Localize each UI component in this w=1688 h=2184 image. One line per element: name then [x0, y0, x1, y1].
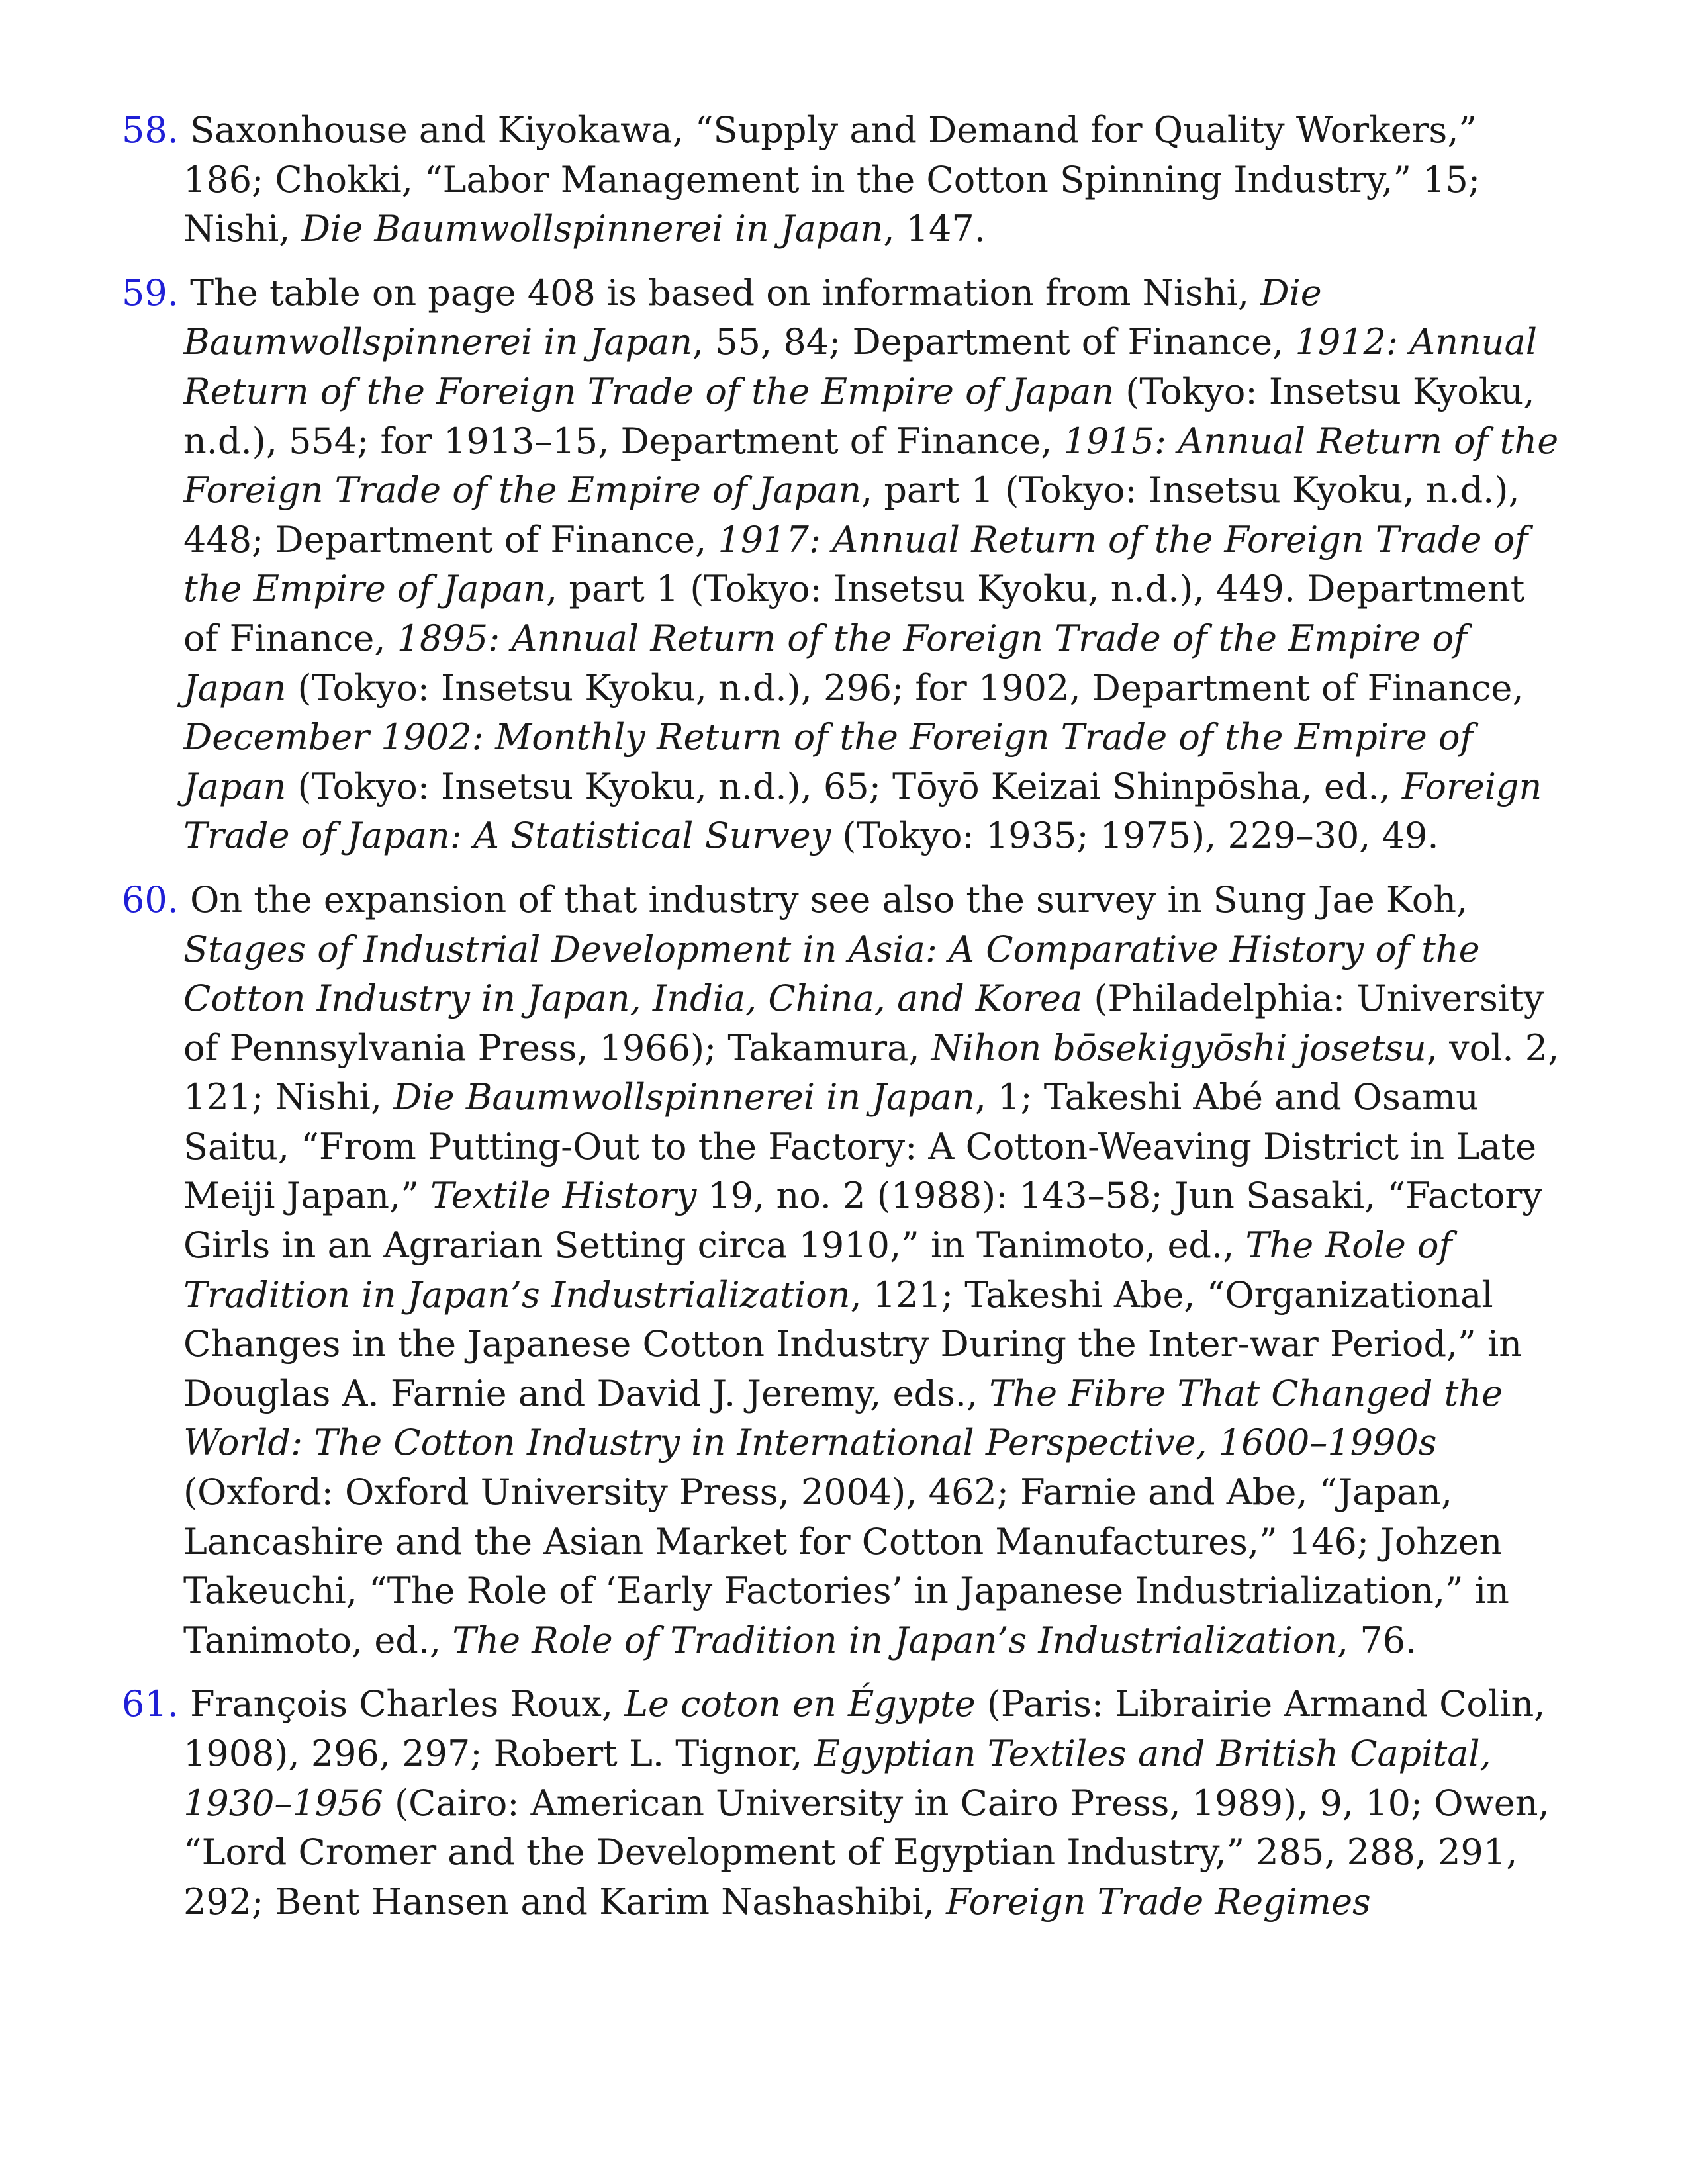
- endnote-title-italic: The Role of Tradition in Japan’s Industrialization: [183, 1224, 1452, 1316]
- endnote-text: , part 1 (Tokyo: Insetsu Kyoku, n.d.), 449. Department of Finance,: [183, 568, 1525, 659]
- endnote-text: , vol. 2, 121; Nishi,: [183, 1026, 1560, 1118]
- endnote-title-italic: The Role of Tradition in Japan’s Industrialization: [452, 1619, 1338, 1661]
- endnote-number-link[interactable]: 58.: [122, 109, 179, 151]
- endnote-title-italic: 1912: Annual Return of the Foreign Trade of the Empire of Japan: [183, 321, 1538, 412]
- endnote-text: , 121; Takeshi Abe, “Organizational Changes in the Japanese Cotton Industry During the Inter-war Period,” in Douglas A. Farnie and David J. Jeremy, eds.,: [183, 1273, 1522, 1414]
- endnote-text: Saxonhouse and Kiyokawa, “Supply and Demand for Quality Workers,” 186; Chokki, “Labor Management in the Cotton Spinning Industry,” 15; Nishi,: [183, 109, 1481, 250]
- endnote-title-italic: Le coton en Égypte: [624, 1683, 976, 1725]
- endnote: [122, 1680, 1565, 1927]
- endnote-title-italic: Die Baumwollspinnerei in Japan: [393, 1076, 975, 1118]
- endnote: [122, 876, 1565, 1666]
- endnote-text: (Philadelphia: University of Pennsylvania Press, 1966); Takamura,: [183, 978, 1544, 1069]
- endnote-title-italic: 1915: Annual Return of the Foreign Trade of the Empire of Japan: [183, 420, 1559, 512]
- endnote: [122, 269, 1565, 861]
- endnote-title-italic: Egyptian Textiles and British Capital, 1930–1956: [183, 1733, 1491, 1824]
- endnote-title-italic: December 1902: Monthly Return of the Foreign Trade of the Empire of Japan: [183, 716, 1474, 807]
- endnote-text: , 76.: [1337, 1619, 1417, 1661]
- endnote-number-link[interactable]: 60.: [122, 878, 179, 921]
- endnote-number-link[interactable]: 59.: [122, 271, 179, 314]
- endnotes-list: [122, 106, 1565, 1941]
- endnote-text: , 1; Takeshi Abé and Osamu Saitu, “From Putting-Out to the Factory: A Cotton-Weaving District in Late Meiji Japan,”: [183, 1076, 1537, 1217]
- endnote-title-italic: 1917: Annual Return of the Foreign Trade of the Empire of Japan: [183, 518, 1528, 610]
- endnote-text: (Tokyo: Insetsu Kyoku, n.d.), 296; for 1902, Department of Finance,: [286, 666, 1524, 709]
- endnote-text: (Tokyo: Insetsu Kyoku, n.d.), 554; for 1913–15, Department of Finance,: [183, 370, 1535, 462]
- endnote-text: (Tokyo: 1935; 1975), 229–30, 49.: [831, 815, 1439, 857]
- endnote-text: (Paris: Librairie Armand Colin, 1908), 296, 297; Robert L. Tignor,: [183, 1683, 1546, 1774]
- endnote-text: , 55, 84; Department of Finance,: [692, 321, 1295, 363]
- endnote-number-link[interactable]: 61.: [122, 1683, 179, 1725]
- endnote-title-italic: The Fibre That Changed the World: The Cotton Industry in International Perspective, 1600–1990s: [183, 1372, 1503, 1464]
- endnote-title-italic: Foreign Trade of Japan: A Statistical Survey: [183, 765, 1542, 857]
- endnote-text: (Oxford: Oxford University Press, 2004), 462; Farnie and Abe, “Japan, Lancashire and the Asian Market for Cotton Manufactures,” 146; Johzen Takeuchi, “The Role of ‘Early Factories’ in Japanese Industrialization,” in Tanimoto, ed.,: [183, 1471, 1509, 1661]
- endnote-title-italic: Die Baumwollspinnerei in Japan: [301, 208, 884, 250]
- endnote-text: 19, no. 2 (1988): 143–58; Jun Sasaki, “Factory Girls in an Agrarian Setting circa 1910,” in Tanimoto, ed.,: [183, 1175, 1542, 1267]
- endnote-title-italic: Foreign Trade Regimes: [946, 1880, 1371, 1923]
- endnote-text: , part 1 (Tokyo: Insetsu Kyoku, n.d.), 448; Department of Finance,: [183, 469, 1520, 561]
- endnote: [122, 106, 1565, 254]
- endnote-text: François Charles Roux,: [190, 1683, 625, 1725]
- endnote-text: , 147.: [883, 208, 986, 250]
- endnote-text: The table on page 408 is based on information from Nishi,: [190, 271, 1261, 314]
- endnote-text: On the expansion of that industry see also the survey in Sung Jae Koh,: [190, 878, 1468, 921]
- endnote-text: (Cairo: American University in Cairo Press, 1989), 9, 10; Owen, “Lord Cromer and the Development of Egyptian Industry,” 285, 288, 291, 292; Bent Hansen and Karim Nashashibi,: [183, 1782, 1550, 1923]
- endnote-title-italic: Textile History: [430, 1175, 697, 1217]
- endnote-text: (Tokyo: Insetsu Kyoku, n.d.), 65; Tōyō Keizai Shinpōsha, ed.,: [286, 765, 1402, 807]
- endnote-title-italic: Stages of Industrial Development in Asia: A Comparative History of the Cotton Industry in Japan, India, China, and Korea: [183, 928, 1480, 1020]
- endnote-title-italic: Nihon bōsekigyōshi josetsu: [931, 1026, 1427, 1069]
- endnote-title-italic: 1895: Annual Return of the Foreign Trade of the Empire of Japan: [183, 617, 1467, 709]
- endnote-title-italic: Die Baumwollspinnerei in Japan: [183, 271, 1322, 363]
